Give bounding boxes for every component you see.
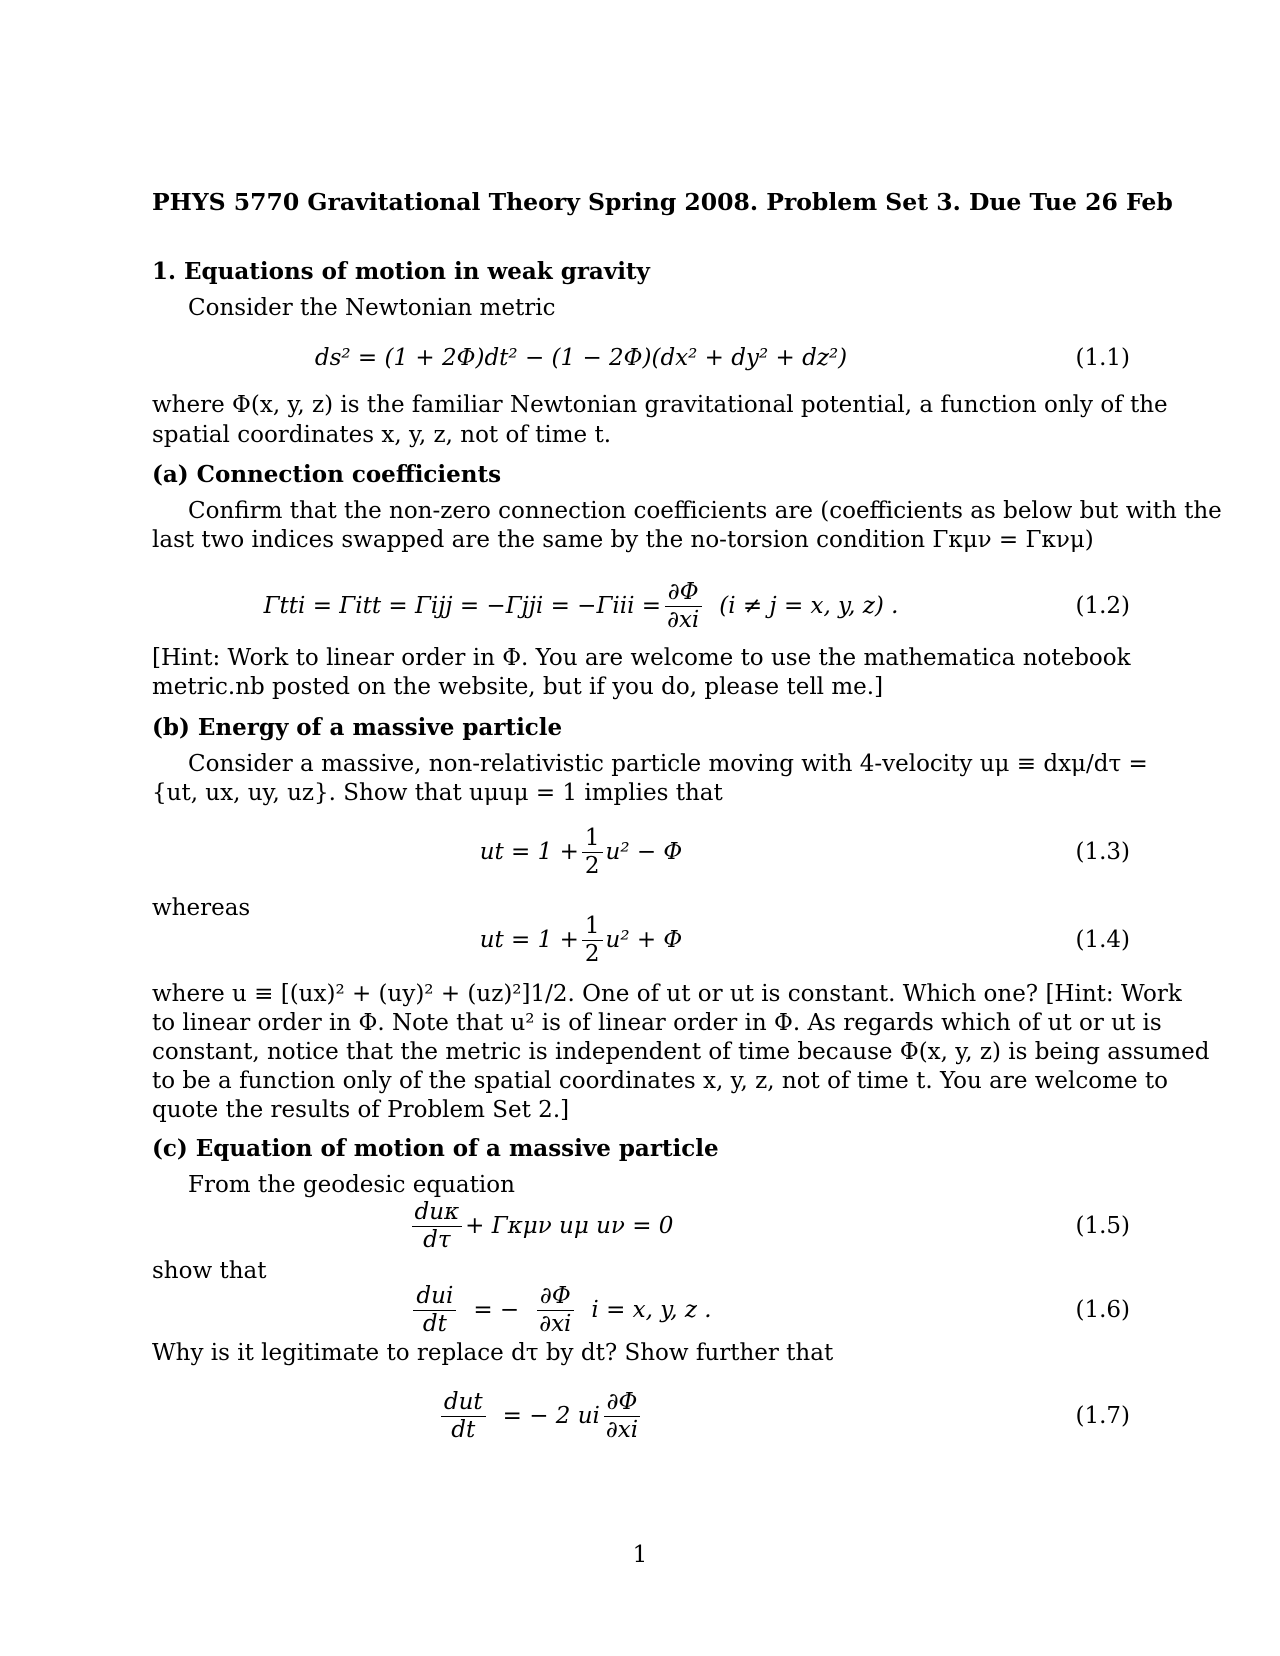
fraction-denominator: ∂xi [667,606,700,633]
equation-1-7 [152,1376,1130,1456]
hint-line: [Hint: Work to linear order in Φ. You are welcome to use the mathematica notebook [152,645,1131,671]
equation-1-3 [152,812,1130,892]
equation-1-7-middle: = − 2 ui [502,1403,600,1429]
equation-1-7-number: (1.7) [1075,1403,1130,1429]
equation-1-5-rhs: + Γκμν uμ uν = 0 [465,1213,674,1239]
fraction-numerator: dui [413,1283,456,1310]
equation-1-6-number: (1.6) [1075,1297,1130,1323]
equation-1-5 [152,1186,1130,1266]
paragraph-line: Confirm that the non-zero connection coefficients are (coefficients as below but with the [188,498,1222,524]
equation-1-2-number: (1.2) [1075,593,1130,619]
fraction-denominator: dt [422,1310,447,1337]
equation-1-2-fraction [664,579,702,633]
whereas-text: whereas [152,895,251,921]
page-title: PHYS 5770 Gravitational Theory Spring 2008. Problem Set 3. Due Tue 26 Feb [152,188,1173,216]
fraction-denominator: dt [451,1416,476,1443]
equation-1-5-fraction [412,1199,463,1253]
fraction-denominator: 2 [584,852,600,879]
paragraph-line: {ut, ux, uy, uz}. Show that uμuμ = 1 implies that [152,780,723,806]
paragraph-line: quote the results of Problem Set 2.] [152,1097,570,1123]
fraction-denominator: ∂xi [539,1310,572,1337]
fraction-denominator: 2 [584,940,600,967]
equation-1-4-number: (1.4) [1075,927,1130,953]
fraction-denominator: dτ [423,1226,451,1253]
equation-1-7-lhs-fraction [441,1389,486,1443]
equation-1-6-equals: = − [473,1297,520,1323]
part-c-heading: (c) Equation of motion of a massive particle [152,1135,719,1162]
equation-1-3-number: (1.3) [1075,839,1130,865]
one-half-fraction [582,825,603,879]
paragraph-line: to be a function only of the spatial coordinates x, y, z, not of time t. You are welcome to [152,1068,1168,1094]
equation-1-2-condition: (i ≠ j = x, y, z) . [719,593,899,619]
fraction-numerator: 1 [582,913,603,940]
fraction-denominator: ∂xi [605,1416,639,1443]
equation-1-5-number: (1.5) [1075,1213,1130,1239]
equation-1-3-lhs: ut = 1 + [479,839,579,865]
equation-1-4-lhs: ut = 1 + [479,927,579,953]
equation-1-3-rhs: u² − Φ [605,839,683,865]
equation-1-1-body: ds² = (1 + 2Φ)dt² − (1 − 2Φ)(dx² + dy² + dz²) [314,345,848,371]
hint-line: metric.nb posted on the website, but if you do, please tell me.] [152,674,884,700]
one-half-fraction [582,913,603,967]
show-that-text: show that [152,1258,267,1284]
paragraph-line: spatial coordinates x, y, z, not of time t. [152,422,612,448]
fraction-numerator: ∂Φ [537,1283,574,1310]
question-text: Why is it legitimate to replace dτ by dt? Show further that [152,1340,834,1366]
paragraph-line: Consider a massive, non-relativistic particle moving with 4-velocity uμ ≡ dxμ/dτ = [188,751,1148,777]
fraction-numerator: ∂Φ [665,579,702,606]
fraction-numerator: dut [441,1389,486,1416]
paragraph-line: where u ≡ [(ux)² + (uy)² + (uz)²]1/2. One of ut or ut is constant. Which one? [Hint: Work [152,981,1182,1007]
part-b-heading: (b) Energy of a massive particle [152,714,563,741]
paragraph-line: constant, notice that the metric is independent of time because Φ(x, y, z) is being assumed [152,1039,1210,1065]
equation-1-4 [152,900,1130,980]
equation-1-1-number: (1.1) [1075,345,1130,371]
equation-1-4-rhs: u² + Φ [605,927,683,953]
problem-1-intro: Consider the Newtonian metric [188,295,556,321]
fraction-numerator: 1 [582,825,603,852]
page-number: 1 [632,1542,648,1568]
part-a-heading: (a) Connection coefficients [152,461,502,488]
fraction-numerator: duκ [412,1199,463,1226]
equation-1-6-condition: i = x, y, z . [591,1297,712,1323]
problem-1-heading: 1. Equations of motion in weak gravity [152,258,650,285]
paragraph-line: last two indices swapped are the same by the no-torsion condition Γκμν = Γκνμ) [152,527,1094,553]
equation-1-6-rhs-fraction [536,1283,574,1337]
fraction-numerator: ∂Φ [604,1389,641,1416]
equation-1-2 [152,566,1130,646]
equation-1-2-lhs: Γtti = Γitt = Γijj = −Γjji = −Γiii = [263,593,662,619]
paragraph-line: where Φ(x, y, z) is the familiar Newtonian gravitational potential, a function only of the [152,392,1168,418]
paragraph-line: to linear order in Φ. Note that u² is of linear order in Φ. As regards which of ut or ut is [152,1010,1162,1036]
equation-1-1 [152,318,1130,398]
part-c-intro: From the geodesic equation [188,1172,515,1198]
equation-1-6-lhs-fraction [413,1283,456,1337]
equation-1-7-rhs-fraction [603,1389,641,1443]
